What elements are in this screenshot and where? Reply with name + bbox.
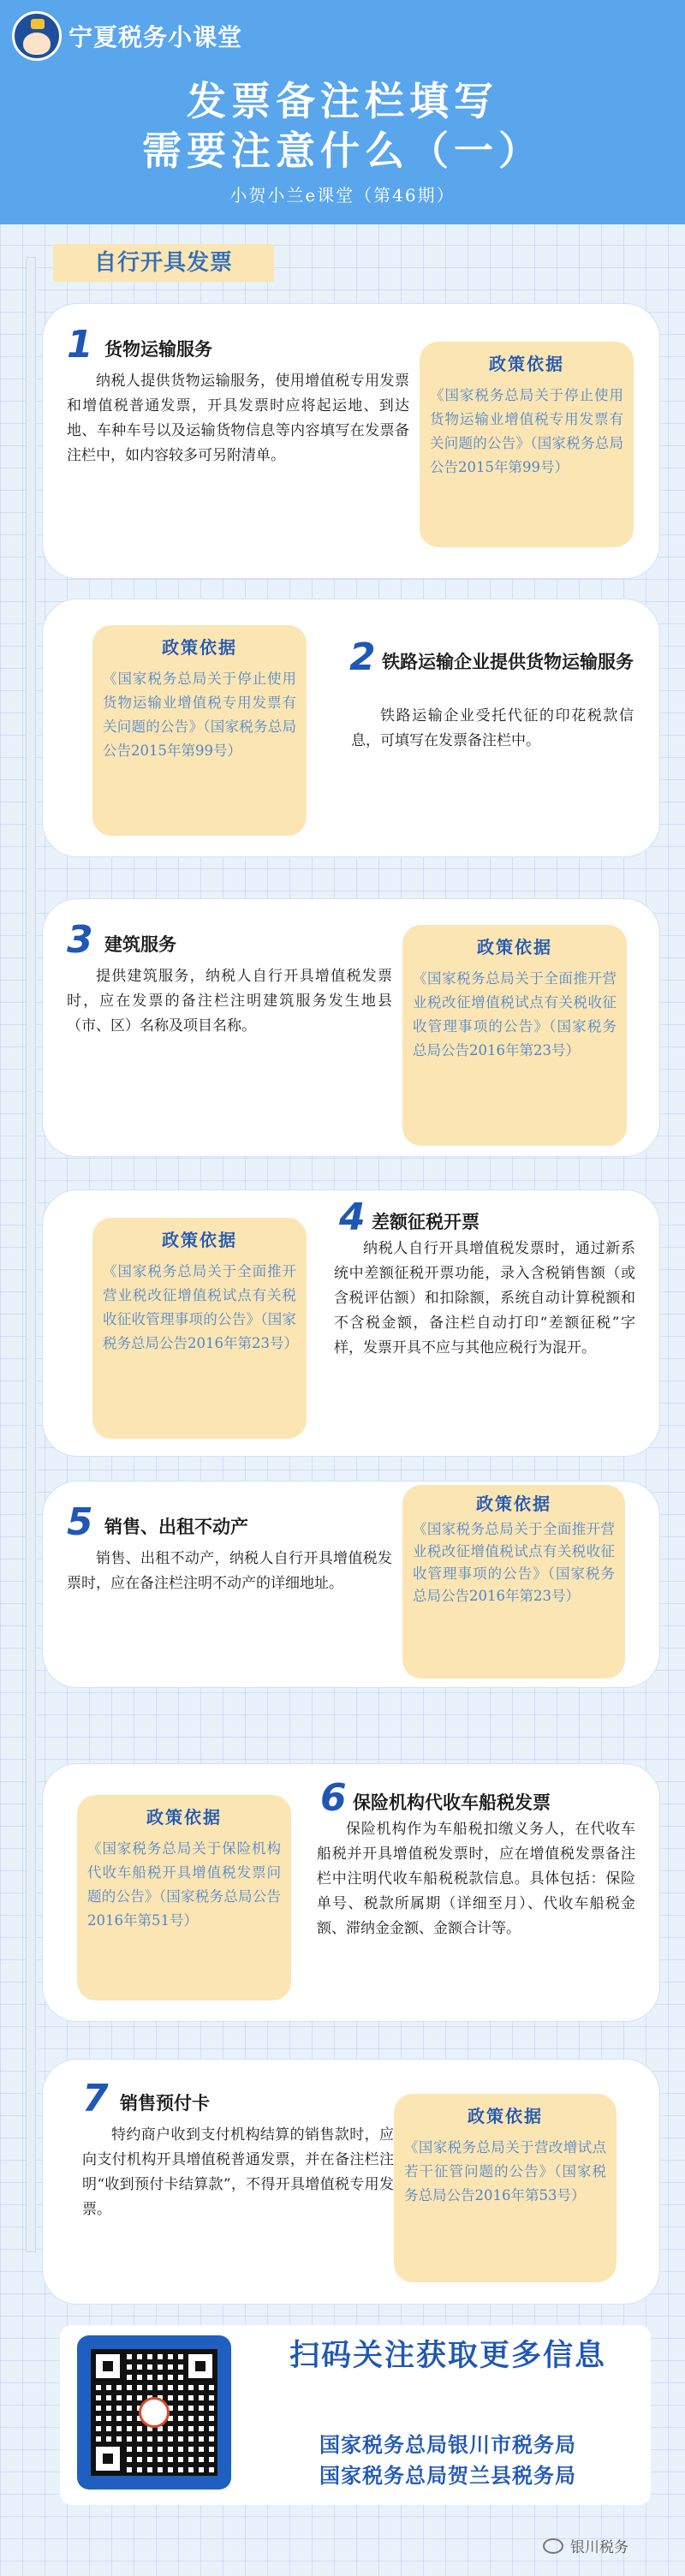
policy-text: 《国家税务总局关于全面推开营业税改征增值税试点有关税收征收管理事项的公告》（国家税务总局公告2016年第23号） bbox=[103, 1263, 298, 1351]
item-title: 铁路运输企业提供货物运输服务 bbox=[382, 651, 634, 672]
policy-text: 《国家税务总局关于营改增试点若干征管问题的公告》（国家税务总局公告2016年第53号） bbox=[404, 2139, 606, 2203]
item-title: 建筑服务 bbox=[104, 933, 176, 955]
wechat-icon bbox=[543, 2538, 563, 2554]
policy-box bbox=[77, 1795, 291, 2001]
item-card-6 bbox=[43, 1764, 659, 2021]
item-body: 销售、出租不动产，纳税人自行开具增值税发票时，应在备注栏注明不动产的详细地址。 bbox=[67, 1550, 392, 1592]
item-title: 保险机构代收车船税发票 bbox=[353, 1792, 551, 1813]
item-body: 特约商户收到支付机构结算的销售款时，应向支付机构开具增值税普通发票，并在备注栏注明“收到预付卡结算款”，不得开具增值税专用发票。 bbox=[82, 2126, 394, 2218]
policy-title: 政策依据 bbox=[162, 1230, 237, 1250]
policy-box bbox=[420, 342, 634, 547]
policy-title: 政策依据 bbox=[468, 2106, 543, 2126]
policy-text: 《国家税务总局关于停止使用货物运输业增值税专用发票有关问题的公告》（国家税务总局公告2015年第99号） bbox=[430, 387, 623, 475]
item-title: 货物运输服务 bbox=[104, 338, 212, 360]
qr-finder-icon bbox=[183, 2349, 217, 2383]
item-title: 销售预付卡 bbox=[120, 2092, 210, 2114]
item-number: 7 bbox=[82, 2077, 109, 2120]
qr-code[interactable] bbox=[77, 2335, 231, 2490]
item-title: 差额征税开票 bbox=[372, 1211, 480, 1232]
footer-org-2: 国家税务总局贺兰县税务局 bbox=[319, 2464, 576, 2488]
watermark bbox=[543, 2535, 628, 2556]
item-title: 销售、出租不动产 bbox=[104, 1516, 248, 1537]
item-body: 纳税人自行开具增值税发票时，通过新系统中差额征税开票功能，录入含税销售额（或含税评估额）和扣除额，系统自动计算税额和不含税金额，备注栏自动打印“差额征税”字样，发票开具不应与其他应税行为混开。 bbox=[334, 1240, 635, 1357]
item-card-7 bbox=[43, 2060, 659, 2304]
left-divider bbox=[26, 257, 36, 2252]
item-card-2 bbox=[43, 599, 659, 856]
watermark-text: 银川税务 bbox=[570, 2539, 628, 2556]
item-number: 5 bbox=[67, 1500, 93, 1544]
footer-org-1: 国家税务总局银川市税务局 bbox=[319, 2433, 576, 2457]
item-body: 纳税人提供货物运输服务，使用增值税专用发票和增值税普通发票，开具发票时应将起运地、到达地、车种车号以及运输货物信息等内容填写在发票备注栏中，如内容较多可另附清单。 bbox=[67, 373, 409, 464]
section-label: 自行开具发票 bbox=[53, 244, 274, 282]
policy-box bbox=[92, 625, 307, 836]
item-card-3 bbox=[43, 899, 659, 1156]
header-banner bbox=[0, 0, 685, 224]
item-number: 4 bbox=[339, 1196, 366, 1239]
page-subtitle: 小贺小兰e课堂（第46期） bbox=[229, 185, 456, 206]
item-number: 2 bbox=[349, 635, 376, 679]
policy-box bbox=[92, 1218, 307, 1439]
policy-box bbox=[402, 925, 627, 1146]
footer-panel bbox=[60, 2325, 651, 2505]
policy-title: 政策依据 bbox=[146, 1807, 222, 1828]
footer-cta: 扫码关注获取更多信息 bbox=[289, 2339, 606, 2373]
item-number: 3 bbox=[67, 918, 93, 962]
item-card-4 bbox=[43, 1190, 659, 1456]
policy-text: 《国家税务总局关于保险机构代收车船税开具增值税发票问题的公告》（国家税务总局公告2016年第51号） bbox=[87, 1840, 281, 1929]
item-number: 1 bbox=[67, 323, 93, 367]
policy-box bbox=[402, 1485, 625, 1679]
policy-text: 《国家税务总局关于全面推开营业税改征增值税试点有关税收征收管理事项的公告》（国家税务总局公告2016年第23号） bbox=[413, 970, 616, 1058]
policy-title: 政策依据 bbox=[476, 1494, 551, 1514]
qr-code-pattern bbox=[91, 2349, 217, 2476]
policy-title: 政策依据 bbox=[162, 637, 237, 658]
policy-title: 政策依据 bbox=[489, 354, 564, 374]
qr-finder-icon bbox=[91, 2442, 125, 2476]
brand bbox=[12, 10, 242, 62]
page-title-line1: 发票备注栏填写 bbox=[187, 78, 498, 124]
brand-name: 宁夏税务小课堂 bbox=[68, 23, 243, 51]
qr-finder-icon bbox=[91, 2349, 125, 2383]
item-body: 提供建筑服务，纳税人自行开具增值税发票时，应在发票的备注栏注明建筑服务发生地县（市、区）名称及项目名称。 bbox=[67, 968, 392, 1035]
policy-box bbox=[394, 2094, 616, 2282]
item-card-5 bbox=[43, 1482, 659, 1687]
item-body: 保险机构作为车船税扣缴义务人，在代收车船税并开具增值税发票时，应在增值税发票备注栏中注明代收车船税税款信息。具体包括：保险单号、税款所属期（详细至月）、代收车船税金额、滞纳金金额、金额合计等。 bbox=[317, 1821, 635, 1937]
policy-text: 《国家税务总局关于全面推开营业税改征增值税试点有关税收征收管理事项的公告》（国家税务总局公告2016年第23号） bbox=[413, 1521, 615, 1604]
policy-text: 《国家税务总局关于停止使用货物运输业增值税专用发票有关问题的公告》（国家税务总局公告2015年第99号） bbox=[103, 671, 296, 759]
policy-title: 政策依据 bbox=[477, 937, 552, 957]
item-card-1 bbox=[43, 304, 659, 578]
mascot-icon bbox=[12, 11, 62, 61]
item-body: 铁路运输企业受托代征的印花税款信息，可填写在发票备注栏中。 bbox=[351, 707, 634, 749]
page-title-line2: 需要注意什么（一） bbox=[142, 128, 543, 174]
emblem-icon bbox=[139, 2397, 170, 2428]
item-number: 6 bbox=[320, 1776, 347, 1820]
